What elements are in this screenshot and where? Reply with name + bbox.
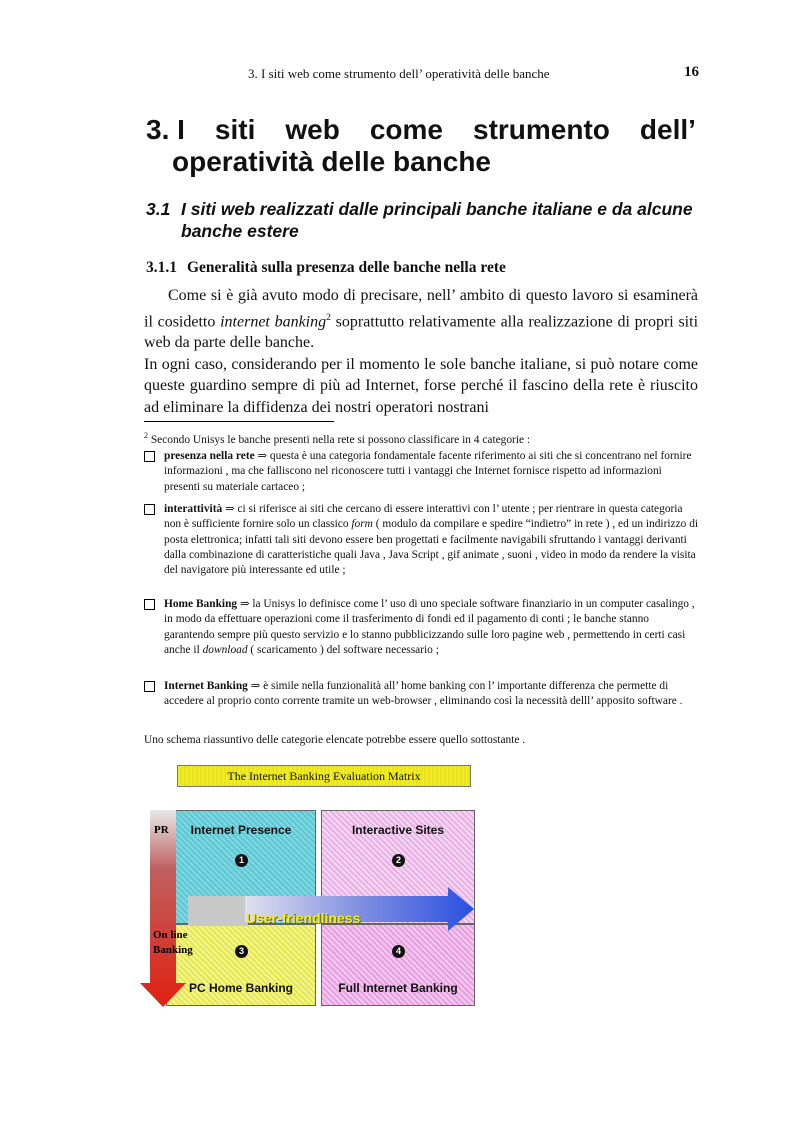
running-header: 3. I siti web come strumento dell’ operatività delle banche [248, 66, 550, 81]
footnote-item [144, 679, 700, 710]
section-title-line1: I siti web realizzati dalle principali banche italiane e da alcune [181, 199, 693, 219]
section-number: 3.1 [146, 199, 171, 219]
side-label-online-banking: On line Banking [153, 929, 193, 956]
quadrant-label: Internet Presence [190, 823, 292, 837]
footnote-intro [144, 428, 700, 448]
footnote-item [144, 449, 700, 495]
footnote-intro-text: Secondo Unisys le banche presenti nella rete si possono classificare in 4 categorie : [147, 433, 531, 446]
footnote-outro: Uno schema riassuntivo delle categorie elencate potrebbe essere quello sottostante . [144, 734, 526, 746]
subsection-number: 3.1.1 [146, 259, 177, 276]
paragraph-1 [144, 285, 698, 354]
footnote-term: Internet Banking [164, 680, 248, 692]
footnote-text: ⇒ questa è una categoria fondamentale facente riferimento ai siti che si concentrano nel fornire informazioni , ma che falliscono nel riconoscere tutti i vantaggi che Internet fornisce rispetto ad informazioni presenti su materiale cartaceo ; [164, 450, 692, 493]
footnote-marker: 2 [144, 431, 148, 440]
footnote-text: ( modulo da compilare e spedire “indietro” in rete ) , ed un indirizzo di posta elettronica; infatti tali siti devono essere ben progettati e facilmente navigabili sfruttando i vantaggi derivanti dalla combinazione di caratteristiche quali Java , Java Script , gif animate , suoni , video in modo da rendere la visita del navigatore più interessante ed utile ; [164, 518, 699, 577]
quadrant-label: Full Internet Banking [338, 981, 458, 995]
checkbox-icon [144, 681, 155, 692]
footnote-emphasis: download [202, 643, 248, 656]
side-label-pr: PR [154, 824, 169, 836]
paragraph-text: Come si è già avuto modo di precisare, nell’ ambito di questo lavoro si esaminerà il cosidetto [144, 287, 698, 330]
body-text [144, 285, 698, 418]
footnote-term: presenza nella rete [164, 450, 255, 462]
emphasis-term: internet banking [220, 312, 327, 330]
quadrant-number: 3 [235, 945, 248, 958]
footnote-term: interattività [164, 503, 223, 515]
chapter-word: dell’ [639, 114, 696, 145]
footnote-term: Home Banking [164, 598, 238, 610]
paragraph-text: soprattutto relativamente alla realizzazione di propri siti web da parte delle banche. [144, 312, 699, 352]
section-title-line2: banche estere [181, 221, 299, 241]
footnote-emphasis: form [351, 518, 373, 531]
quadrant-label: Interactive Sites [351, 823, 445, 837]
footnote-item [144, 502, 700, 578]
chapter-word: web [285, 114, 340, 145]
checkbox-icon [144, 504, 155, 515]
footnote-divider [144, 421, 334, 422]
quadrant-label: PC Home Banking [188, 981, 293, 995]
footnote-text: ⇒ è simile nella funzionalità all’ home banking con l’ importante differenza che permette di accedere al proprio conto corrente tramite un web-browser , eliminando così la necessità delll’ apposito software . [164, 680, 683, 708]
quadrant-number: 2 [392, 854, 405, 867]
chapter-heading [146, 114, 696, 178]
footnote-text: ( scaricamento ) del software necessario ; [247, 643, 439, 656]
chapter-word: strumento [473, 114, 610, 145]
subsection-heading [146, 259, 506, 277]
matrix-title: The Internet Banking Evaluation Matrix [177, 765, 471, 787]
quadrant-number: 4 [392, 945, 405, 958]
matrix-arrows-graphic [140, 805, 480, 1010]
chapter-number: 3. I [146, 114, 185, 145]
footnote-item [144, 597, 700, 658]
section-heading [146, 198, 702, 242]
footnote-ref[interactable]: 2 [326, 311, 331, 323]
vertical-arrow [140, 810, 186, 1007]
subsection-title: Generalità sulla presenza delle banche nella rete [187, 259, 506, 276]
checkbox-icon [144, 451, 155, 462]
footnote-text: ⇒ ci si riferisce ai siti che cercano di essere interattivi con l’ utente ; per rientrare in questa categoria non è sufficiente fornire solo un classico [164, 503, 683, 531]
arrow-label: User-friendliness [246, 910, 361, 926]
chapter-word: come [369, 114, 444, 145]
chapter-word: siti [214, 114, 256, 145]
footnote-text: ⇒ la Unisys lo definisce come l’ uso di uno speciale software finanziario in un computer casalingo , in modo da effettuare operazioni come il trasferimento di fondi ed il pagamento di conti ; le banche stanno garantendo sempre più questo servizio e lo stanno pubblicizzando sulle loro pagine web , permettendo in certi casi anche il [164, 598, 695, 656]
paragraph-2: In ogni caso, considerando per il momento le sole banche italiane, si può notare come queste guardino sempre di più ad Internet, forse perché il fascino della rete è riuscito ad eliminare la diffidenza dei nostri operatori nostrani [144, 355, 698, 416]
checkbox-icon [144, 599, 155, 610]
page-number: 16 [684, 64, 699, 80]
quadrant-number: 1 [235, 854, 248, 867]
chapter-title-line2: operatività delle banche [172, 146, 491, 177]
